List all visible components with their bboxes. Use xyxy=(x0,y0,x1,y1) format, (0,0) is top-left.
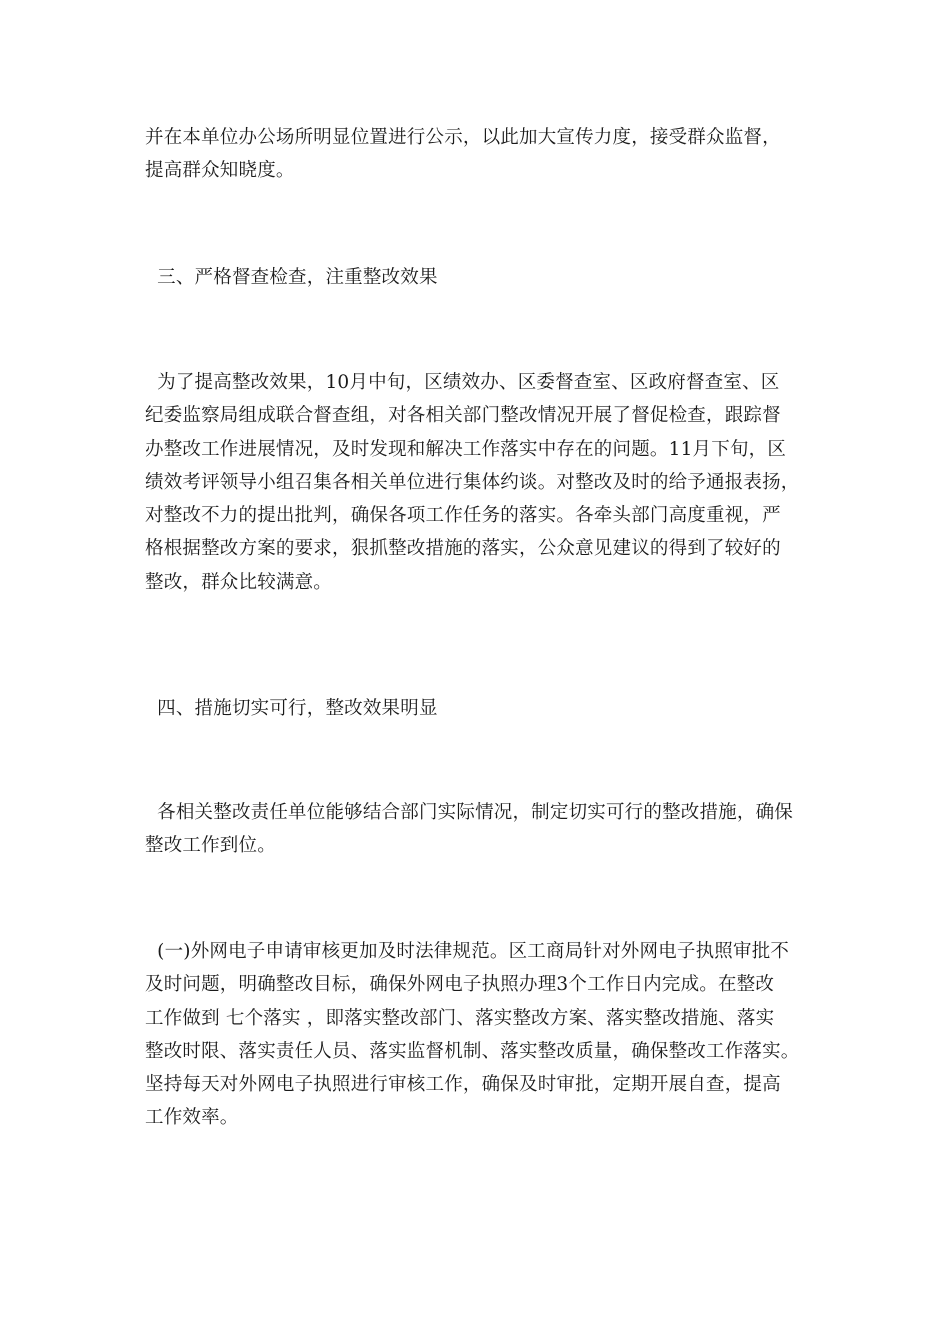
text-line: 工作做到 七个落实 ，即落实整改部门、落实整改方案、落实整改措施、落实 xyxy=(145,1007,775,1029)
paragraph-measures xyxy=(145,796,810,863)
text-line: 工作效率。 xyxy=(145,1107,239,1129)
paragraph-publicity xyxy=(145,121,810,188)
text-line: 提高群众知晓度。 xyxy=(145,160,295,182)
text-line: 办整改工作进展情况，及时发现和解决工作落实中存在的问题。11月下旬，区 xyxy=(145,438,787,460)
paragraph-supervision xyxy=(145,366,810,599)
text-line: 纪委监察局组成联合督查组，对各相关部门整改情况开展了督促检查，跟踪督 xyxy=(145,405,781,427)
text-line: (一)外网电子申请审核更加及时法律规范。区工商局针对外网电子执照审批不 xyxy=(145,941,790,962)
text-line: 及时问题，明确整改目标，确保外网电子执照办理3个工作日内完成。在整改 xyxy=(145,974,775,996)
text-line: 对整改不力的提出批判，确保各项工作任务的落实。各牵头部门高度重视，严 xyxy=(145,505,781,527)
text-line: 整改时限、落实责任人员、落实监督机制、落实整改质量，确保整改工作落实。 xyxy=(145,1040,800,1062)
text-line: 坚持每天对外网电子执照进行审核工作，确保及时审批，定期开展自查，提高 xyxy=(145,1074,781,1096)
text-line: 各相关整改责任单位能够结合部门实际情况，制定切实可行的整改措施，确保 xyxy=(145,802,793,823)
text-line: 为了提高整改效果，10月中旬，区绩效办、区委督查室、区政府督查室、区 xyxy=(145,372,780,393)
text-line: 整改工作到位。 xyxy=(145,835,276,857)
section-heading-4 xyxy=(145,692,810,725)
paragraph-online-review xyxy=(145,935,810,1135)
text-line: 并在本单位办公场所明显位置进行公示，以此加大宣传力度，接受群众监督， xyxy=(145,127,781,148)
heading-text: 三、严格督查检查，注重整改效果 xyxy=(145,267,438,288)
text-line: 整改，群众比较满意。 xyxy=(145,571,333,593)
text-line: 格根据整改方案的要求，狠抓整改措施的落实，公众意见建议的得到了较好的 xyxy=(145,538,781,560)
text-line: 绩效考评领导小组召集各相关单位进行集体约谈。对整改及时的给予通报表扬， xyxy=(145,471,800,493)
section-heading-3 xyxy=(145,261,810,294)
heading-text: 四、措施切实可行，整改效果明显 xyxy=(145,698,438,719)
